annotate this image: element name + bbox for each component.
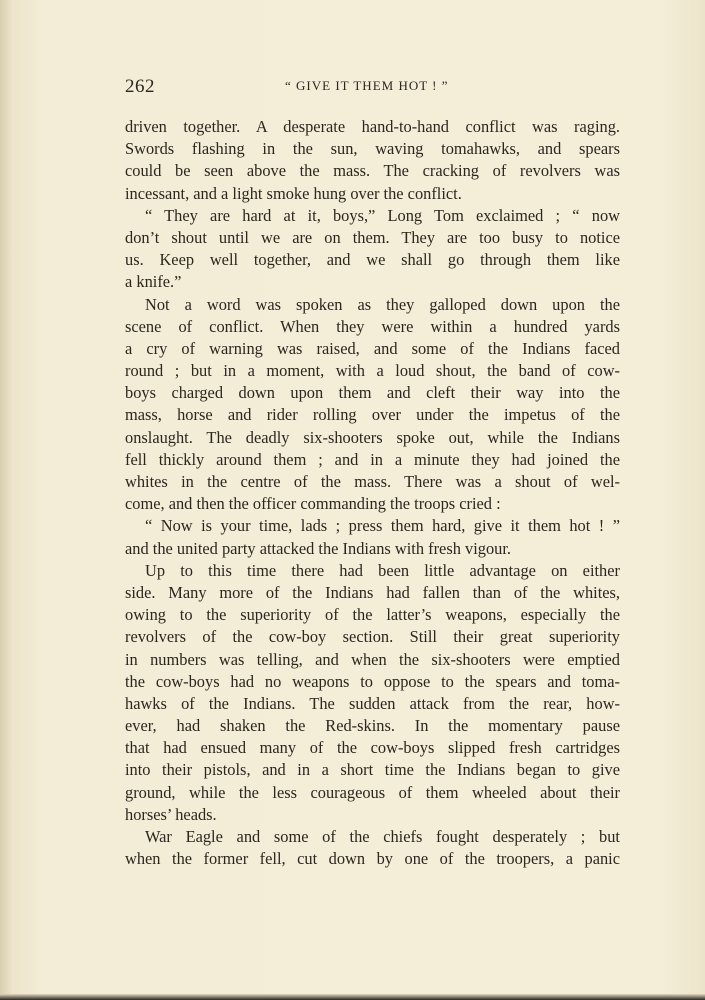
text-line: into their pistols, and in a short time the Indians began to give (125, 760, 620, 780)
text-line: ever, had shaken the Red-skins. In the momentary pause (125, 716, 620, 736)
text-line: that had ensued many of the cow-boys slipped fresh cartridges (125, 738, 620, 758)
text-line: boys charged down upon them and cleft their way into the (125, 383, 620, 403)
running-head: “ GIVE IT THEM HOT ! ” (285, 78, 449, 93)
text-line: a knife.” (125, 272, 182, 292)
text-line: scene of conflict. When they were within a hundred yards (125, 316, 620, 336)
text-line: Up to this time there had been little advantage on either (145, 560, 620, 580)
text-line: in numbers was telling, and when the six-shooters were emptied (125, 649, 620, 669)
text-line: mass, horse and rider rolling over under the impetus of the (125, 405, 620, 425)
text-line: revolvers of the cow-boy section. Still their great superiority (125, 627, 620, 647)
text-line: onslaught. The deadly six-shooters spoke out, while the Indians (125, 427, 620, 447)
page-bottom-edge (0, 994, 705, 1000)
text-line: ground, while the less courageous of them wheeled about their (125, 782, 620, 802)
text-line: whites in the centre of the mass. There was a shout of wel- (125, 472, 620, 491)
text-line: horses’ heads. (125, 804, 217, 824)
text-line: when the former fell, cut down by one of the troopers, a panic (125, 849, 620, 869)
text-line: owing to the superiority of the latter’s weapons, especially the (125, 605, 620, 625)
text-line: us. Keep well together, and we shall go through them like (125, 250, 620, 270)
text-line: War Eagle and some of the chiefs fought desperately ; but (145, 827, 620, 846)
page-gutter (0, 0, 14, 1000)
text-line: “ They are hard at it, boys,” Long Tom exclaimed ; “ now (145, 205, 620, 225)
text-line: come, and then the officer commanding the troops cried : (125, 494, 501, 514)
text-line: round ; but in a moment, with a loud shout, the band of cow- (125, 361, 620, 381)
text-line: driven together. A desperate hand-to-hand conflict was raging. (125, 117, 620, 136)
text-line: and the united party attacked the Indians with fresh vigour. (125, 538, 511, 558)
text-line: “ Now is your time, lads ; press them hard, give it them hot ! ” (145, 516, 620, 536)
page-header (125, 76, 620, 104)
text-line: incessant, and a light smoke hung over the conflict. (125, 183, 462, 203)
body-text (125, 116, 620, 870)
text-line: could be seen above the mass. The cracking of revolvers was (125, 161, 620, 181)
text-line: Swords flashing in the sun, waving tomahawks, and spears (125, 139, 620, 159)
text-line: the cow-boys had no weapons to oppose to the spears and toma- (125, 671, 620, 691)
page-number: 262 (125, 76, 155, 97)
text-line: a cry of warning was raised, and some of the Indians faced (125, 338, 620, 358)
text-line: hawks of the Indians. The sudden attack from the rear, how- (125, 693, 620, 713)
text-line: side. Many more of the Indians had fallen than of the whites, (125, 582, 620, 602)
text-line: don’t shout until we are on them. They are too busy to notice (125, 227, 620, 247)
text-line: fell thickly around them ; and in a minute they had joined the (125, 449, 620, 469)
text-line: Not a word was spoken as they galloped down upon the (145, 294, 620, 314)
